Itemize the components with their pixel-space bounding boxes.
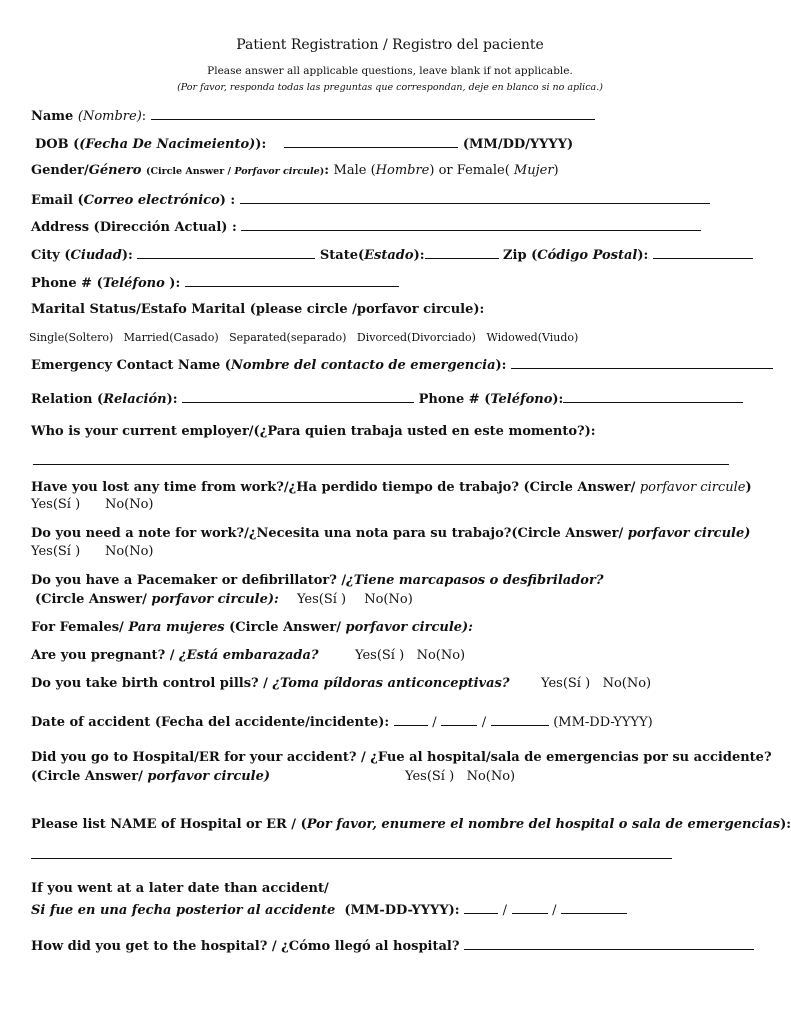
hospital-er-no[interactable]: No(No) [466, 769, 516, 784]
dob-label-es: (Fecha De Nacimeiento) [79, 137, 256, 152]
emergency-contact-field[interactable] [511, 356, 773, 369]
phone-field[interactable] [185, 274, 399, 287]
address-label: Address (Dirección Actual) : [31, 220, 237, 235]
gender-circle-note-es: Porfavor circule [234, 166, 320, 177]
name-label-es: (Nombre) [77, 109, 142, 124]
relation-row: Relation (Relación): Phone # (Teléfono): [31, 390, 743, 407]
pacemaker-question: Do you have a Pacemaker or defibrillator? /¿Tiene marcapasos o desfibrilador? [31, 573, 604, 588]
lost-time-question: Have you lost any time from work?/¿Ha perdido tiempo de trabajo? (Circle Answer/ porfavor circule) [31, 480, 752, 495]
note-work-no[interactable]: No(No) [104, 544, 154, 559]
hospital-name-question: Please list NAME of Hospital or ER / (Por favor, enumere el nombre del hospital o sala de emergencias): [31, 817, 791, 832]
email-row: Email (Correo electrónico) : [31, 191, 710, 208]
dob-field[interactable] [284, 135, 458, 148]
gender-option-male[interactable]: Male ( [333, 163, 376, 178]
phone-row: Phone # (Teléfono ): [31, 274, 399, 291]
hospital-er-answers [405, 769, 515, 784]
marital-status-label: Marital Status/Estafo Marital (please circle /porfavor circule): [31, 302, 485, 317]
birth-control-no[interactable]: No(No) [602, 676, 652, 691]
later-year-field[interactable] [561, 901, 627, 914]
city-field[interactable] [137, 246, 315, 259]
accident-date-format: (MM-DD-YYYY) [553, 715, 653, 730]
pregnant-no[interactable]: No(No) [416, 648, 466, 663]
birth-control-answers [541, 676, 651, 691]
hospital-er-question: Did you go to Hospital/ER for your accident? / ¿Fue al hospital/sala de emergencias por su accidente? [31, 750, 772, 765]
name-field[interactable] [151, 107, 595, 120]
email-label-es: Correo electrónico [83, 193, 220, 208]
how-hospital-field[interactable] [464, 937, 754, 950]
hospital-name-field[interactable] [31, 858, 672, 859]
later-day-field[interactable] [512, 901, 548, 914]
hospital-er-yes[interactable]: Yes(Sí ) [405, 769, 455, 784]
note-work-answers [31, 544, 154, 559]
accident-month-field[interactable] [394, 713, 428, 726]
marital-options [29, 331, 578, 344]
zip-field[interactable] [653, 246, 753, 259]
gender-label: Gender/ [31, 163, 89, 178]
accident-day-field[interactable] [441, 713, 477, 726]
note-work-question: Do you need a note for work?/¿Necesita una nota para su trabajo?(Circle Answer/ porfavor circule) [31, 526, 751, 541]
birth-control-question: Do you take birth control pills? / ¿Toma píldoras anticonceptivas? [31, 676, 510, 691]
city-label: City ( [31, 248, 71, 263]
relation-phone-label: Phone # ( [418, 392, 491, 407]
accident-year-field[interactable] [491, 713, 549, 726]
form-title: Patient Registration / Registro del paciente [236, 37, 544, 53]
dob-format: (MM/DD/YYYY) [462, 137, 574, 152]
gender-option-female[interactable]: ) or Female( [429, 163, 510, 178]
how-hospital-question: How did you get to the hospital? / ¿Cómo llegó al hospital? [31, 939, 460, 954]
lost-time-answers [31, 497, 154, 512]
later-month-field[interactable] [464, 901, 498, 914]
relation-field[interactable] [182, 390, 414, 403]
note-work-yes[interactable]: Yes(Sí ) [31, 544, 81, 559]
email-field[interactable] [240, 191, 710, 204]
employer-label: Who is your current employer/(¿Para quien trabaja usted en este momento?): [31, 424, 596, 439]
pacemaker-no[interactable]: No(No) [364, 592, 413, 607]
employer-field[interactable] [33, 464, 729, 465]
gender-row: Gender/Género (Circle Answer / Porfavor circule): Male (Hombre) or Female( Mujer) [31, 163, 559, 178]
later-date-question-es: Si fue en una fecha posterior al accidente [31, 903, 336, 918]
dob-label: DOB [35, 137, 69, 152]
lost-time-yes[interactable]: Yes(Sí ) [31, 497, 81, 512]
gender-circle-note: (Circle Answer / [145, 166, 235, 177]
birth-control-yes[interactable]: Yes(Sí ) [541, 676, 591, 691]
marital-option-separated[interactable]: Separated(separado) [229, 331, 347, 344]
later-date-row: Si fue en una fecha posterior al accidente (MM-DD-YYYY): / / [31, 901, 627, 918]
city-state-zip-row: City (Ciudad): State(Estado): Zip (Código Postal): [31, 246, 753, 263]
later-date-question: If you went at a later date than accident/ [31, 881, 329, 896]
marital-option-married[interactable]: Married(Casado) [123, 331, 219, 344]
instructions-english: Please answer all applicable questions, leave blank if not applicable. [207, 65, 573, 77]
accident-date-row: Date of accident (Fecha del accidente/incidente): / / (MM-DD-YYYY) [31, 715, 653, 730]
how-hospital-row [31, 937, 754, 954]
later-date-format: (MM-DD-YYYY): [344, 903, 460, 918]
phone-label: Phone # ( [31, 276, 103, 291]
instructions-spanish: (Por favor, responda todas las preguntas que correspondan, deje en blanco si no aplica.) [177, 82, 603, 93]
relation-label: Relation ( [31, 392, 104, 407]
address-field[interactable] [241, 218, 701, 231]
name-label: Name [31, 109, 74, 124]
pregnant-question: Are you pregnant? / ¿Está embarazada? [31, 648, 319, 663]
females-section-label: For Females/ Para mujeres (Circle Answer/ porfavor circule): [31, 620, 473, 635]
name-row: Name (Nombre): [31, 107, 595, 124]
hospital-er-circle-note: (Circle Answer/ porfavor circule) [31, 769, 271, 784]
marital-option-divorced[interactable]: Divorced(Divorciado) [356, 331, 476, 344]
gender-label-es: Género [88, 163, 142, 178]
pacemaker-yes[interactable]: Yes(Sí ) [296, 592, 347, 607]
pregnant-answers [355, 648, 465, 663]
zip-label: Zip ( [503, 248, 538, 263]
address-row [31, 218, 701, 235]
marital-option-single[interactable]: Single(Soltero) [29, 331, 114, 344]
email-label: Email ( [31, 193, 84, 208]
accident-date-label: Date of accident (Fecha del accidente/incidente): [31, 715, 390, 730]
state-field[interactable] [425, 246, 499, 259]
dob-row: DOB ((Fecha De Nacimeiento)): (MM/DD/YYYY) [35, 137, 574, 152]
pregnant-yes[interactable]: Yes(Sí ) [355, 648, 405, 663]
relation-phone-field[interactable] [563, 390, 743, 403]
pacemaker-answers: (Circle Answer/ porfavor circule): Yes(Sí ) No(No) [35, 592, 413, 607]
marital-option-widowed[interactable]: Widowed(Viudo) [486, 331, 579, 344]
emergency-contact-label: Emergency Contact Name ( [31, 358, 231, 373]
lost-time-no[interactable]: No(No) [104, 497, 154, 512]
emergency-contact-row: Emergency Contact Name (Nombre del contacto de emergencia): [31, 356, 773, 373]
state-label: State( [319, 248, 365, 263]
